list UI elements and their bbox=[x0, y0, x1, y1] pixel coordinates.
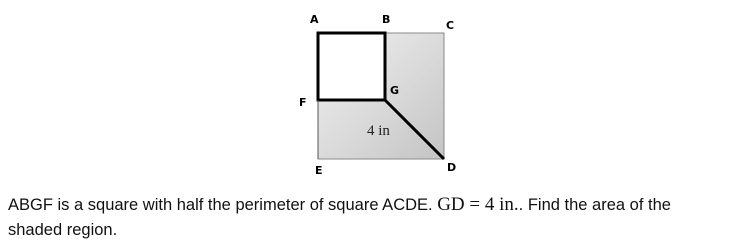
math-rhs: 4 in. bbox=[484, 194, 519, 215]
math-equals: = bbox=[464, 194, 485, 215]
length-label-gd: 4 in bbox=[367, 123, 390, 139]
label-g: G bbox=[390, 84, 400, 97]
label-a: A bbox=[310, 13, 319, 26]
label-b: B bbox=[382, 13, 391, 26]
problem-text-after: . Find the area of the shaded region. bbox=[8, 196, 671, 239]
square-abgf bbox=[318, 33, 385, 100]
label-d: D bbox=[447, 161, 457, 174]
problem-statement bbox=[8, 192, 728, 243]
label-f: F bbox=[299, 96, 307, 109]
problem-text-before: ABGF is a square with half the perimeter of square ACDE. bbox=[8, 196, 438, 214]
math-lhs: GD bbox=[437, 194, 465, 215]
label-c: C bbox=[446, 19, 455, 32]
label-e: E bbox=[315, 164, 323, 177]
